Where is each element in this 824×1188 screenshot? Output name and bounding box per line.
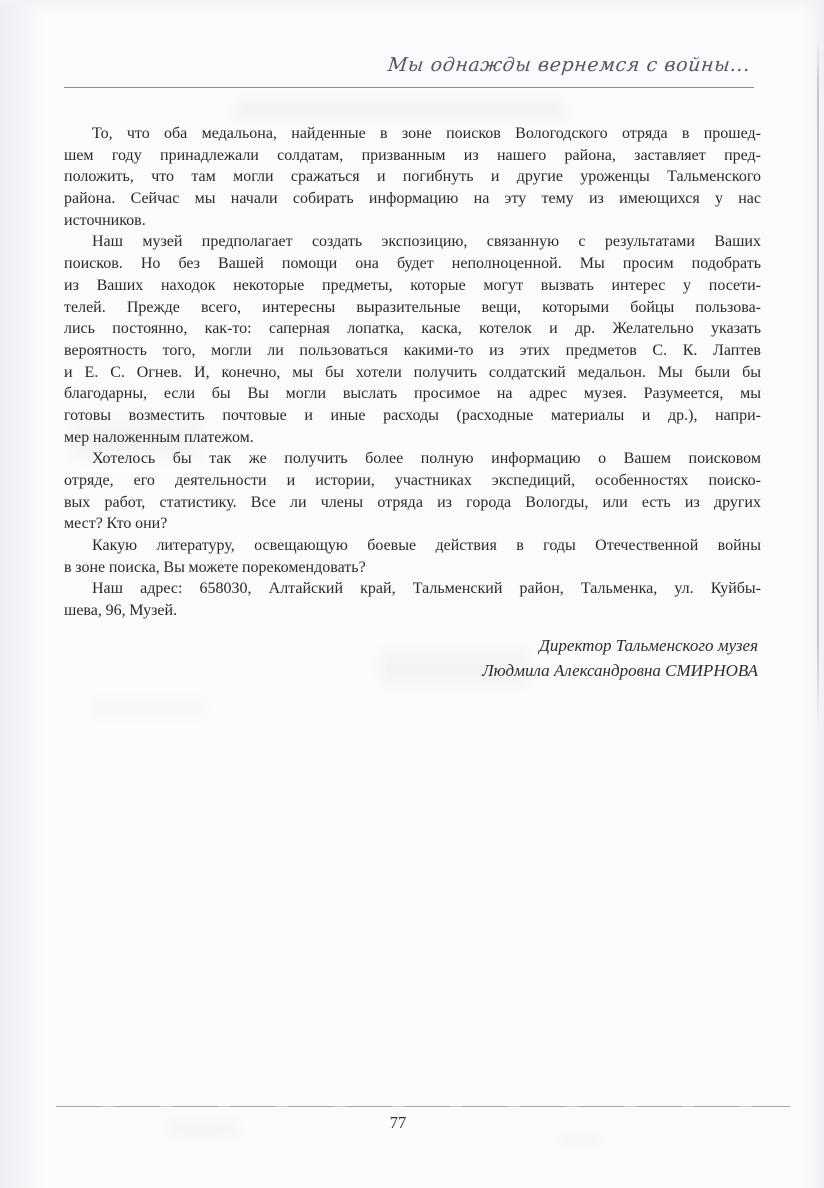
paragraph xyxy=(64,535,761,578)
scan-top-edge-shading xyxy=(0,0,824,14)
text-line: благодарны, если бы Вы могли выслать просимое на адрес музея. Разумеется, мы xyxy=(64,385,761,403)
text-line: готовы возместить почтовые и иные расходы (расходные материалы и др.), напри- xyxy=(64,406,761,424)
scan-right-edge-shading xyxy=(804,0,824,1188)
signature-role: Директор Тальменского музея xyxy=(539,636,758,655)
text-line: лись постоянно, как-то: саперная лопатка, каска, котелок и др. Желательно указать xyxy=(64,320,761,338)
footer-rule xyxy=(56,1106,790,1107)
text-line: шева, 96, Музей. xyxy=(64,602,178,620)
signature-name: Людмила Александровна СМИРНОВА xyxy=(482,660,758,680)
text-line: шем году принадлежали солдатам, призванным из нашего района, заставляет пред- xyxy=(64,146,761,164)
text-line: района. Сейчас мы начали собирать информацию на эту тему из имеющихся у нас xyxy=(64,190,761,208)
text-line: отряде, его деятельности и истории, участниках экспедиций, особенностях поиско- xyxy=(64,472,761,489)
paragraph xyxy=(64,231,761,448)
scan-right-edge-line xyxy=(817,38,819,728)
text-line: мер наложенным платежом. xyxy=(64,428,254,446)
text-line: и Е. С. Огнев. И, конечно, мы бы хотели получить солдатский медальон. Мы были бы xyxy=(64,363,761,381)
text-line: источников. xyxy=(64,211,146,229)
text-line: вых работ, статистику. Все ли члены отряда из города Вологды, или есть из других xyxy=(64,493,761,511)
bleed-through-artifact xyxy=(235,101,565,118)
text-line: Наш музей предполагает создать экспозицию, связанную с результатами Ваших xyxy=(92,233,761,251)
signature-block xyxy=(482,634,758,683)
text-line: Наш адрес: 658030, Алтайский край, Тальменский район, Тальменка, ул. Куйбы- xyxy=(92,580,761,598)
header-rule xyxy=(64,87,754,88)
paragraph xyxy=(64,578,761,621)
bleed-through-artifact xyxy=(95,700,205,716)
page-number: 77 xyxy=(389,1113,407,1132)
text-line: мест? Кто они? xyxy=(64,515,168,533)
scan-left-edge-shading xyxy=(0,0,52,1188)
bleed-through-artifact xyxy=(168,1122,238,1136)
paragraph xyxy=(64,123,761,231)
text-line: То, что оба медальона, найденные в зоне поисков Вологодского отряда в прошед- xyxy=(92,125,761,142)
text-line: положить, что там могли сражаться и погибнуть и другие уроженцы Тальменского xyxy=(64,168,761,186)
text-line: поисков. Но без Вашей помощи она будет неполноценной. Мы просим подобрать xyxy=(64,255,761,273)
text-line: вероятность того, могли ли пользоваться какими-то из этих предметов С. К. Лаптев xyxy=(64,341,761,359)
text-line: в зоне поиска, Вы можете порекомендовать? xyxy=(64,558,366,576)
text-line: Какую литературу, освещающую боевые действия в годы Отечественной войны xyxy=(92,537,761,555)
bleed-through-artifact xyxy=(560,1135,600,1145)
running-head-script-title: Мы однажды вернемся с войны... xyxy=(386,54,752,76)
letter-body xyxy=(64,123,761,622)
paragraph xyxy=(64,448,761,535)
text-line: Хотелось бы так же получить более полную информацию о Вашем поисковом xyxy=(92,450,761,468)
text-line: телей. Прежде всего, интересны выразительные вещи, которыми бойцы пользова- xyxy=(64,298,761,316)
text-line: из Ваших находок некоторые предметы, которые могут вызвать интерес у посети- xyxy=(64,276,761,294)
